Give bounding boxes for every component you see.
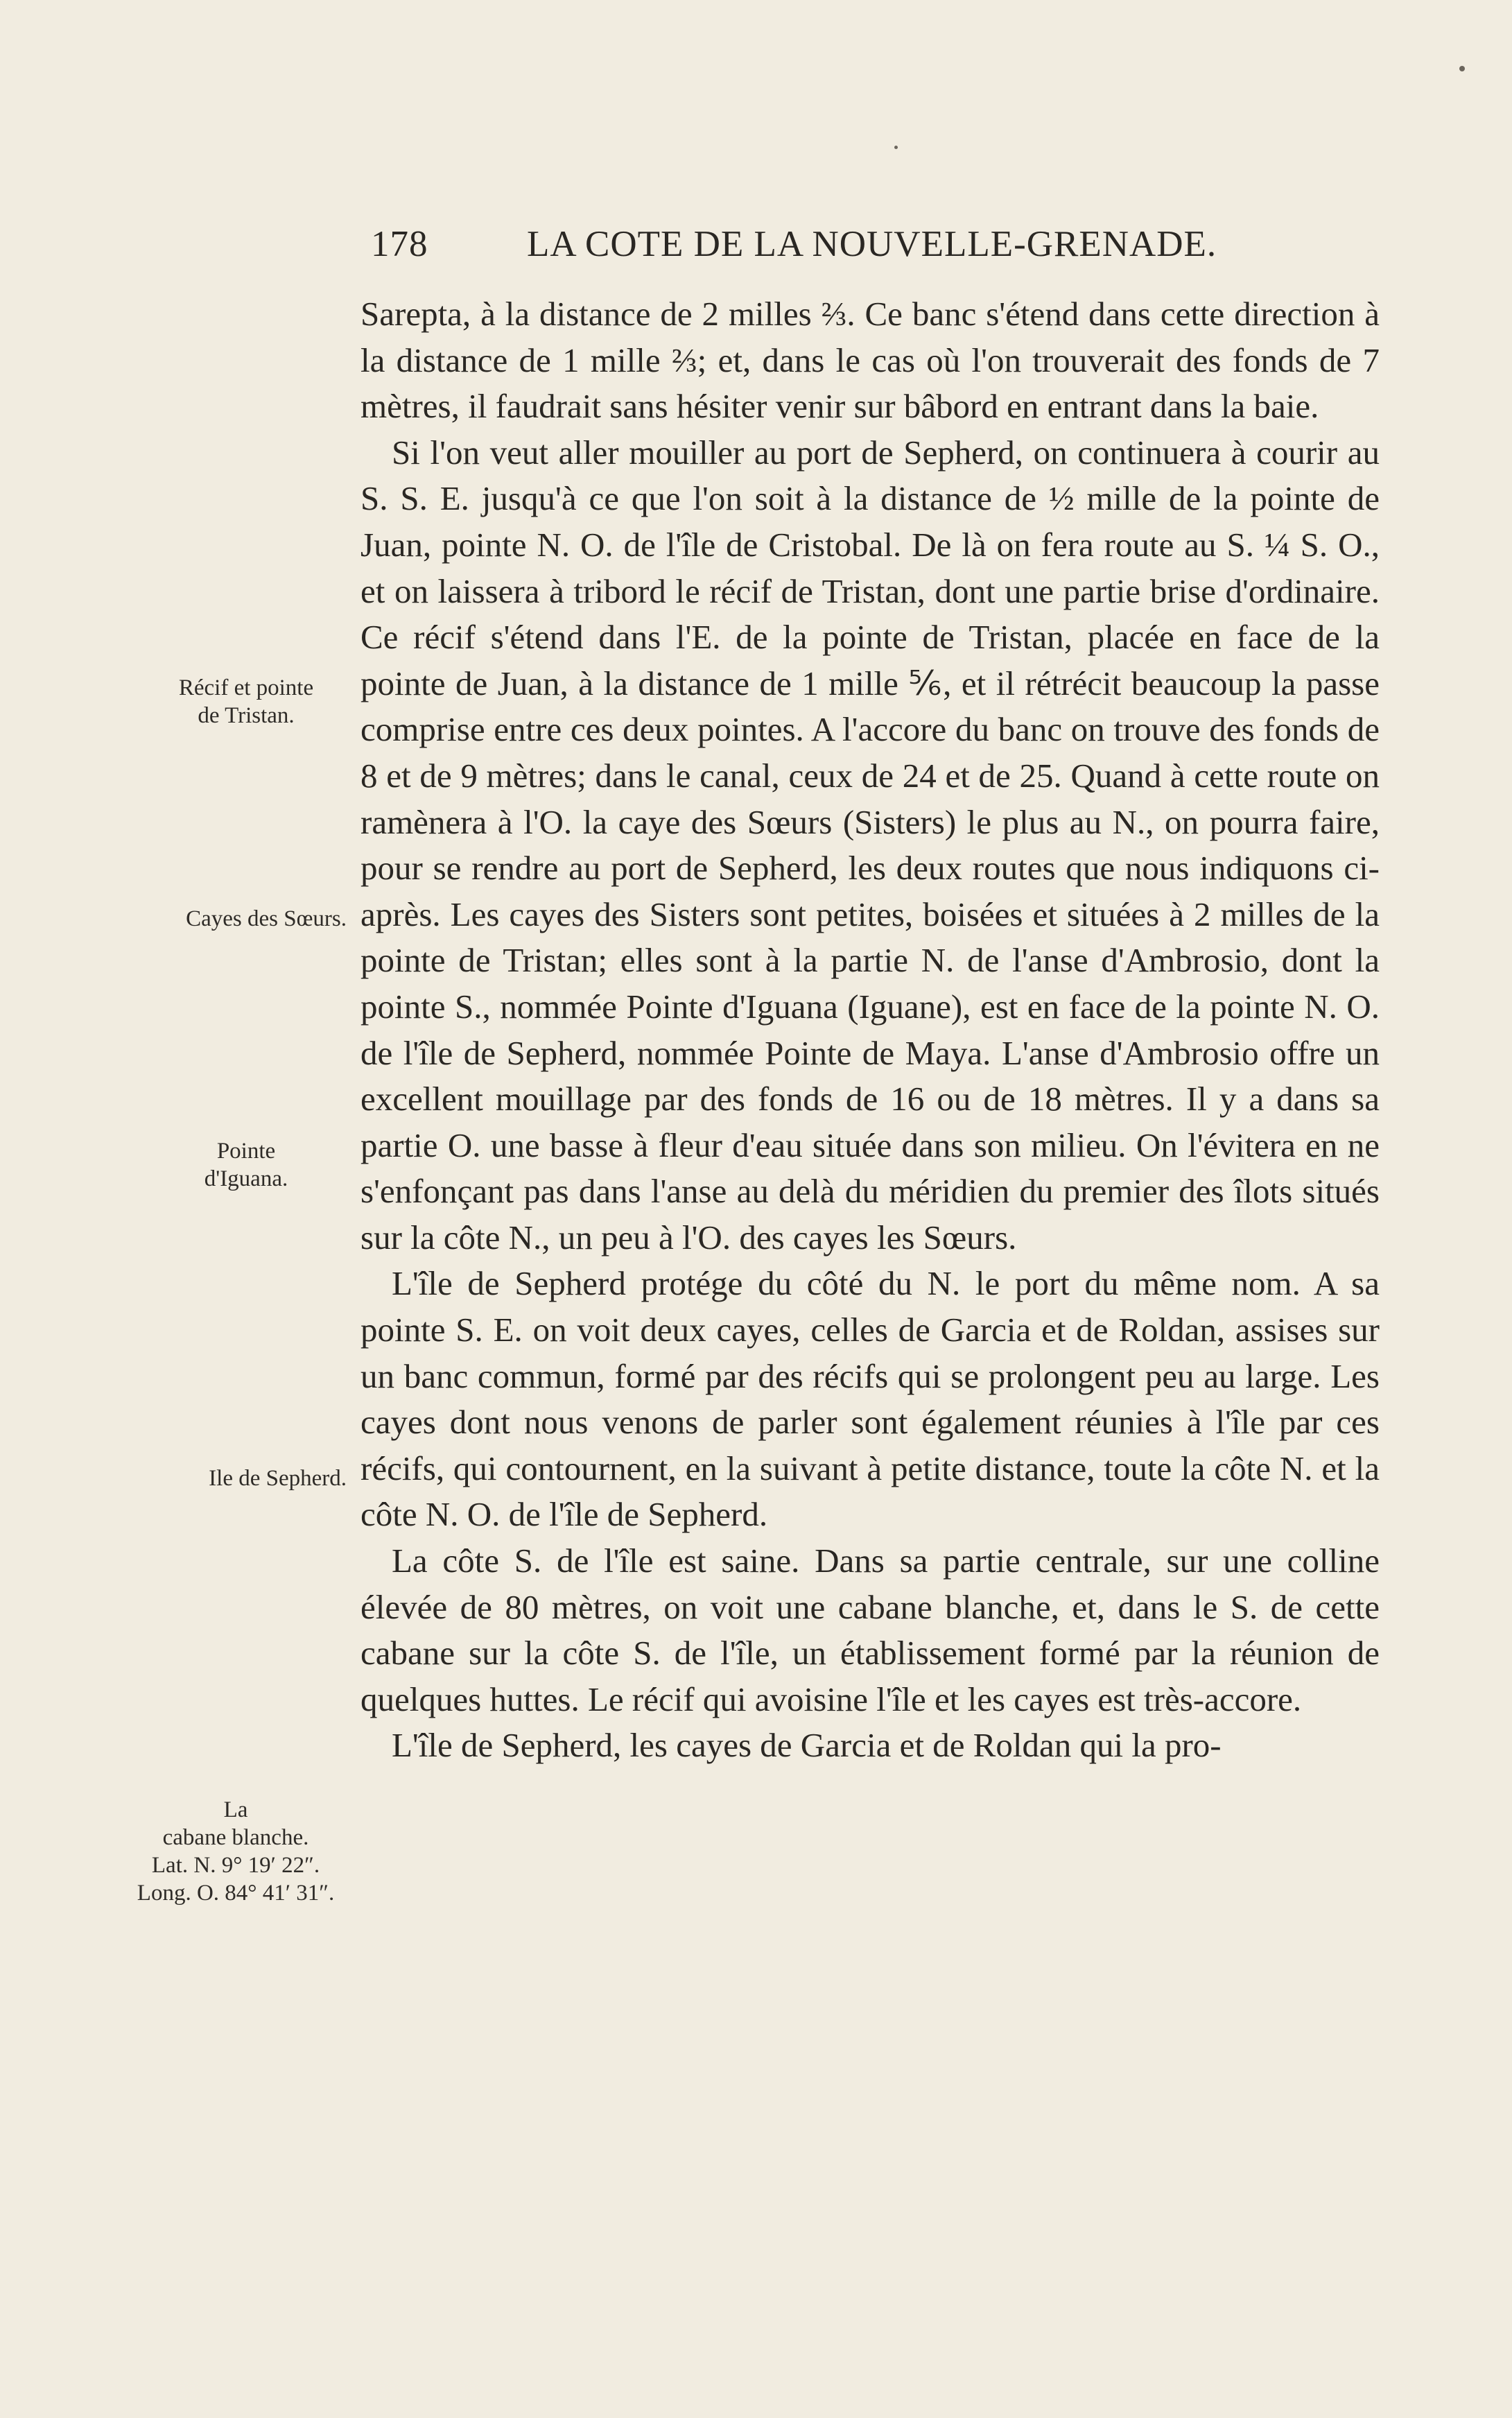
- paragraph: Si l'on veut aller mouiller au port de Sepherd, on continuera à courir au S. S. E. jusqu'à ce que l'on soit à la distance de ½ mille de la pointe de Juan, pointe N. O. de l'île de Cristobal. De là on fera route au S. ¼ S. O., et on laissera à tribord le récif de Tristan, dont une partie brise d'ordinaire. Ce récif s'étend dans l'E. de la pointe de Tristan, placée en face de la pointe de Juan, à la distance de 1 mille ⅚, et il rétrécit beaucoup la passe comprise entre ces deux pointes. A l'accore du banc on trouve des fonds de 8 et de 9 mètres; dans le canal, ceux de 24 et de 25. Quand à cette route on ramènera à l'O. la caye des Sœurs (Sisters) le plus au N., on pourra faire, pour se rendre au port de Sepherd, les deux routes que nous indiquons ci-après. Les cayes des Sisters sont petites, boisées et situées à 2 milles de la pointe de Tristan; elles sont à la partie N. de l'anse d'Ambrosio, dont la pointe S., nommée Pointe d'Iguana (Iguane), est en face de la pointe N. O. de l'île de Sepherd, nommée Pointe de Maya. L'anse d'Ambrosio offre un excellent mouillage par des fonds de 16 ou de 18 mètres. Il y a dans sa partie O. une basse à fleur d'eau située dans son milieu. On l'évitera en ne s'enfonçant pas dans l'anse au delà du méridien du premier des îlots situés sur la côte N., un peu à l'O. des cayes les Sœurs.: [360, 433, 1380, 1257]
- margin-note-line: Cayes des Sœurs.: [186, 906, 347, 931]
- margin-note-cabane-blanche: [118, 1796, 354, 1907]
- margin-note-cayes-soeurs: [111, 905, 347, 933]
- page-number: 178: [371, 224, 428, 264]
- margin-note-line: Ile de Sepherd.: [209, 1466, 347, 1491]
- margin-note-ile-sepherd: [111, 1465, 347, 1492]
- running-title: LA COTE DE LA NOUVELLE-GRENADE.: [527, 224, 1217, 264]
- margin-note-line: La: [223, 1797, 248, 1822]
- paragraph: Sarepta, à la distance de 2 milles ⅔. Ce banc s'étend dans cette direction à la distance de 1 mille ⅔; et, dans le cas où l'on trouverait des fonds de 7 mètres, il faudrait sans hésiter venir sur bâbord en entrant dans la baie.: [360, 295, 1380, 426]
- paragraph: L'île de Sepherd, les cayes de Garcia et de Roldan qui la pro-: [392, 1726, 1222, 1765]
- margin-note-pointe-iguana: [146, 1137, 347, 1193]
- page-header: [371, 223, 1224, 272]
- paper-speck: [894, 146, 898, 149]
- margin-note-line: d'Iguana.: [204, 1166, 288, 1191]
- margin-note-line: Récif et pointe: [178, 675, 314, 700]
- paper-speck: [1459, 66, 1465, 71]
- margin-note-line: Long. O. 84° 41′ 31″.: [137, 1881, 335, 1906]
- margin-note-line: Lat. N. 9° 19′ 22″.: [151, 1853, 320, 1878]
- margin-note-line: Pointe: [216, 1139, 276, 1164]
- paragraph: L'île de Sepherd protége du côté du N. le port du même nom. A sa pointe S. E. on voit deux cayes, celles de Garcia et de Roldan, assises sur un banc commun, formé par des récifs qui se prolongent peu au large. Les cayes dont nous venons de parler sont également réunies à l'île par ces récifs, qui contournent, en la suivant à petite distance, toute la côte N. et la côte N. O. de l'île de Sepherd.: [360, 1264, 1380, 1534]
- body-text: [360, 291, 1380, 1769]
- margin-note-recif-tristan: [146, 674, 347, 729]
- margin-note-line: cabane blanche.: [162, 1825, 309, 1850]
- margin-note-line: de Tristan.: [198, 703, 295, 728]
- paragraph: La côte S. de l'île est saine. Dans sa partie centrale, sur une colline élevée de 80 mètres, on voit une cabane blanche, et, dans le S. de cette cabane sur la côte S. de l'île, un établissement formé par la réunion de quelques huttes. Le récif qui avoisine l'île et les cayes est très-accore.: [360, 1542, 1380, 1718]
